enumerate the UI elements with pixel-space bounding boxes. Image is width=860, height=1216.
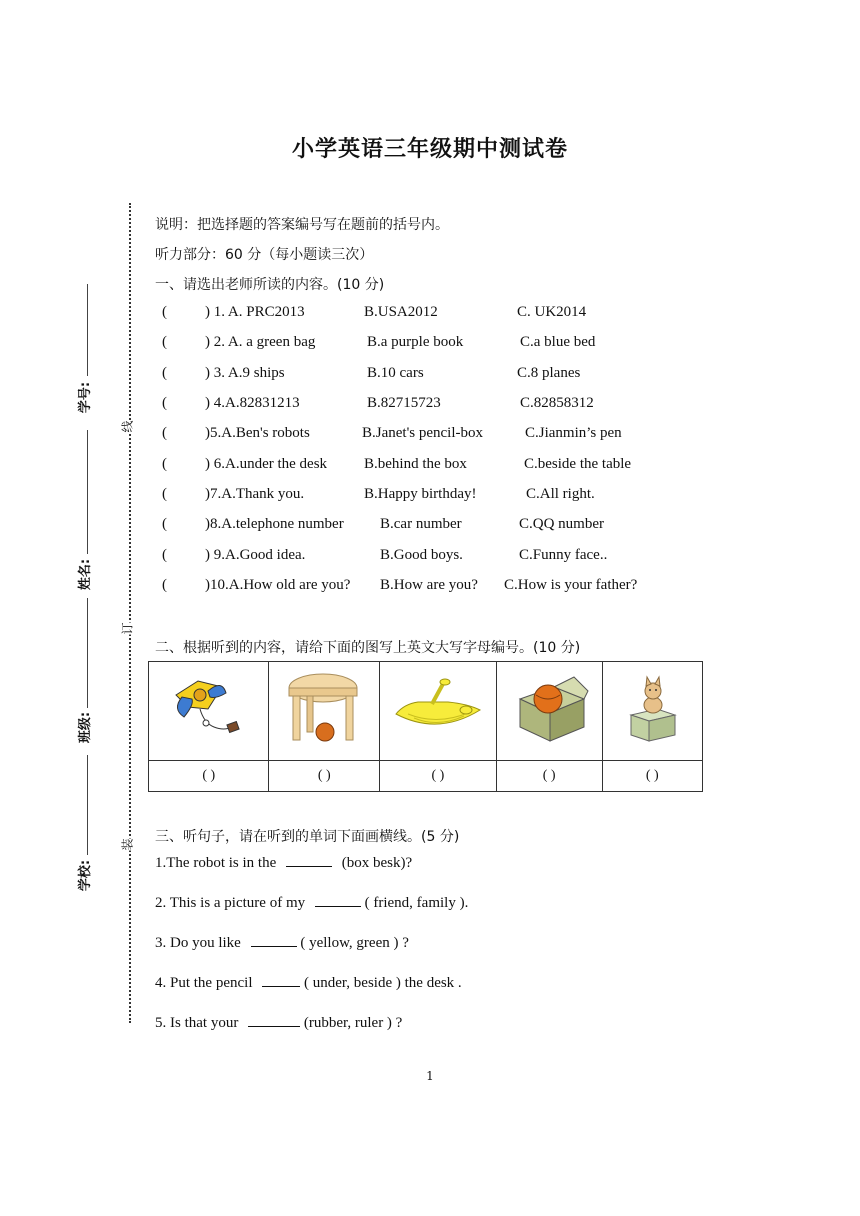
sentence-text: 2. This is a picture of my <box>155 895 306 911</box>
question-row <box>162 486 762 506</box>
question-row <box>162 304 762 324</box>
option-c: C.82858312 <box>520 395 594 411</box>
sentence-options: ( under, beside ) the desk . <box>304 975 462 991</box>
binding-char-ding: 订 <box>117 622 138 634</box>
option-c: C.Funny face.. <box>519 547 608 563</box>
option-a: ) 3. A.9 ships <box>205 365 285 381</box>
school-label: 学校: <box>78 859 94 892</box>
picture-cell <box>496 662 602 761</box>
answer-paren[interactable]: ( <box>162 577 167 593</box>
option-a: )8.A.telephone number <box>205 516 344 532</box>
option-a: )5.A.Ben's robots <box>205 425 310 441</box>
section2-heading: 二、根据听到的内容，请给下面的图写上英文大写字母编号。(10 分) <box>155 640 581 656</box>
answer-paren[interactable]: ( <box>162 456 167 472</box>
binding-char-xian: 线 <box>117 420 138 432</box>
answer-slot[interactable]: ( ) <box>496 761 602 792</box>
option-a: ) 2. A. a green bag <box>205 334 316 350</box>
blank-line[interactable] <box>262 986 300 987</box>
option-b: B.USA2012 <box>364 304 438 320</box>
option-a: )10.A.How old are you? <box>205 577 351 593</box>
answer-slot[interactable]: ( ) <box>380 761 497 792</box>
ball-in-box-icon <box>504 669 594 749</box>
option-a: ) 1. A. PRC2013 <box>205 304 305 320</box>
question-row <box>162 577 762 597</box>
kite-icon <box>164 669 254 749</box>
table-icon <box>279 668 369 750</box>
sentence-row <box>155 975 462 992</box>
picture-table <box>148 661 703 792</box>
question-row <box>162 365 762 385</box>
instructions: 说明：把选择题的答案编号写在题前的括号内。 <box>155 217 449 233</box>
option-b: B.10 cars <box>367 365 424 381</box>
name-label: 姓名: <box>78 558 94 591</box>
option-a: ) 4.A.82831213 <box>205 395 300 411</box>
option-b: B.a purple book <box>367 334 464 350</box>
option-b: B.Janet's pencil-box <box>362 425 484 441</box>
sentence-row <box>155 855 412 872</box>
option-c: C.How is your father? <box>504 577 638 593</box>
section3-heading: 三、听句子，请在听到的单词下面画横线。(5 分) <box>155 829 460 845</box>
answer-paren[interactable]: ( <box>162 425 167 441</box>
sentence-options: ( yellow, green ) ? <box>300 935 409 951</box>
option-a: ) 9.A.Good idea. <box>205 547 306 563</box>
picture-cell <box>380 662 497 761</box>
option-b: B.How are you? <box>380 577 478 593</box>
question-row <box>162 334 762 354</box>
class-label: 班级: <box>78 711 94 744</box>
sentence-text: 1.The robot is in the <box>155 855 277 871</box>
sentence-options: ( friend, family ). <box>364 895 469 911</box>
question-row <box>162 425 762 445</box>
sentence-text: 5. Is that your <box>155 1015 239 1031</box>
option-b: B.82715723 <box>367 395 441 411</box>
answer-paren[interactable]: ( <box>162 395 167 411</box>
answer-paren[interactable]: ( <box>162 516 167 532</box>
option-c: C.QQ number <box>519 516 604 532</box>
option-c: C.beside the table <box>524 456 632 472</box>
answer-paren[interactable]: ( <box>162 304 167 320</box>
option-c: C.8 planes <box>517 365 581 381</box>
option-b: B.Happy birthday! <box>364 486 477 502</box>
question-row <box>162 547 762 567</box>
answer-paren[interactable]: ( <box>162 486 167 502</box>
question-row <box>162 516 762 536</box>
name-line <box>87 430 88 554</box>
blank-line[interactable] <box>315 906 361 907</box>
answer-slot[interactable]: ( ) <box>602 761 703 792</box>
answer-slot[interactable]: ( ) <box>269 761 380 792</box>
option-c: C.a blue bed <box>520 334 596 350</box>
sentence-text: 3. Do you like <box>155 935 241 951</box>
answer-paren[interactable]: ( <box>162 547 167 563</box>
binding-line <box>129 203 131 1023</box>
student-no-label: 学号: <box>78 381 94 414</box>
page-title: 小学英语三年级期中测试卷 <box>291 137 568 162</box>
binding-char-zhuang: 装 <box>117 838 138 850</box>
answer-paren[interactable]: ( <box>162 365 167 381</box>
sentence-options: (box besk)? <box>341 855 413 871</box>
picture-cell <box>602 662 703 761</box>
class-line <box>87 598 88 708</box>
blank-line[interactable] <box>251 946 297 947</box>
picture-cell <box>149 662 269 761</box>
section1-heading: 一、请选出老师所读的内容。(10 分) <box>155 277 385 293</box>
blank-line[interactable] <box>248 1026 300 1027</box>
cat-on-box-icon <box>617 669 687 749</box>
listening-note: 听力部分：60 分（每小题读三次） <box>155 247 374 263</box>
option-a: )7.A.Thank you. <box>205 486 305 502</box>
picture-cell <box>269 662 380 761</box>
option-a: ) 6.A.under the desk <box>205 456 328 472</box>
option-c: C. UK2014 <box>517 304 587 320</box>
answer-paren[interactable]: ( <box>162 334 167 350</box>
answer-slot[interactable]: ( ) <box>149 761 269 792</box>
option-c: C.All right. <box>526 486 595 502</box>
boat-icon <box>388 674 488 744</box>
sentence-text: 4. Put the pencil <box>155 975 253 991</box>
sentence-row <box>155 895 468 912</box>
blank-line[interactable] <box>286 866 332 867</box>
sentence-row <box>155 1015 402 1032</box>
page-number: 1 <box>426 1069 434 1083</box>
sentence-row <box>155 935 409 952</box>
option-b: B.car number <box>380 516 462 532</box>
question-row <box>162 395 762 415</box>
sentence-options: (rubber, ruler ) ? <box>303 1015 403 1031</box>
question-row <box>162 456 762 476</box>
option-c: C.Jianmin’s pen <box>525 425 622 441</box>
student-no-line <box>87 284 88 376</box>
school-line <box>87 755 88 855</box>
option-b: B.Good boys. <box>380 547 463 563</box>
option-b: B.behind the box <box>364 456 467 472</box>
